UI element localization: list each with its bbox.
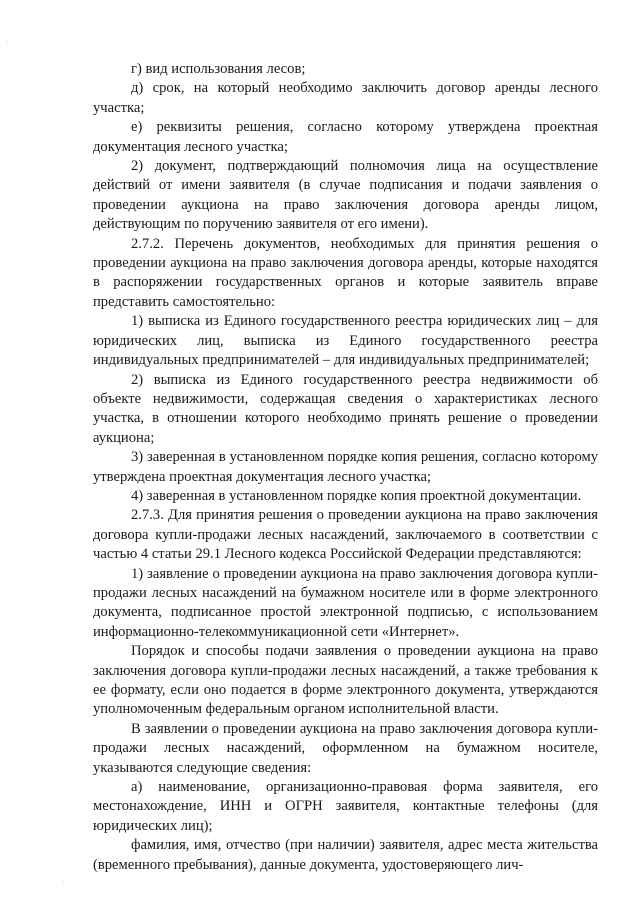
paragraph: 2.7.3. Для принятия решения о проведении аукциона на право заключения договора купли-продажи лесных насаждений, заключаемого в соответствии с частью 4 статьи 29.1 Лесного кодекса Российской Федерации представляются: xyxy=(93,507,598,563)
paragraph: 1) заявление о проведении аукциона на право заключения договора купли-продажи лесных насаждений на бумажном носителе или в форме электронного документа, подписанное простой электронной подписью, с использованием информационно-телекоммуникационной сети «Интернет». xyxy=(93,565,598,640)
paragraph: а) наименование, организационно-правовая форма заявителя, его местонахождение, ИНН и ОГРН заявителя, контактные телефоны (для юридических лиц); xyxy=(93,779,598,834)
paragraph: 2) документ, подтверждающий полномочия лица на осуществление действий от имени заявителя (в случае подписания и подачи заявления о проведении аукциона на право заключения договора аренды лицом, действующим по поручению заявителя от его имени). xyxy=(93,158,598,233)
paragraph: 3) заверенная в установленном порядке копия решения, согласно которому утверждена проектная документация лесного участка; xyxy=(93,449,598,485)
document-body xyxy=(93,60,598,875)
paragraph: е) реквизиты решения, согласно которому утверждена проектная документация лесного участка; xyxy=(93,119,598,155)
paragraph: г) вид использования лесов; xyxy=(131,61,306,77)
paragraph: 2) выписка из Единого государственного реестра недвижимости об объекте недвижимости, содержащая сведения о характеристиках лесного участка, в отношении которого необходимо принять решение о проведении аукциона; xyxy=(93,371,598,446)
paragraph: 2.7.2. Перечень документов, необходимых для принятия решения о проведении аукциона на право заключения договора аренды, которые находятся в распоряжении государственных органов и которые заявитель вправе представить самостоятельно: xyxy=(93,235,598,310)
paragraph: фамилия, имя, отчество (при наличии) заявителя, адрес места жительства (временного пребывания), данные документа, удостоверяющего лич- xyxy=(93,837,598,873)
paragraph: 4) заверенная в установленном порядке копия проектной документации. xyxy=(131,487,582,504)
paragraph: 1) выписка из Единого государственного реестра юридических лиц – для юридических лиц, выписка из Единого государственного реестра индивидуальных предпринимателей – для индивидуальных предпринимателей; xyxy=(93,313,598,369)
scan-speck: · xyxy=(62,878,65,887)
paragraph: д) срок, на который необходимо заключить договор аренды лесного участка; xyxy=(93,80,598,116)
scan-speck: · xyxy=(6,38,9,47)
paragraph: Порядок и способы подачи заявления о проведении аукциона на право заключения договора купли-продажи лесных насаждений, а также требования к ее формату, если оно подается в форме электронного документа, утверждаются уполномоченным федеральным органом исполнительной власти. xyxy=(93,643,598,718)
paragraph: В заявлении о проведении аукциона на право заключения договора купли-продажи лесных насаждений, оформленном на бумажном носителе, указываются следующие сведения: xyxy=(93,720,598,776)
